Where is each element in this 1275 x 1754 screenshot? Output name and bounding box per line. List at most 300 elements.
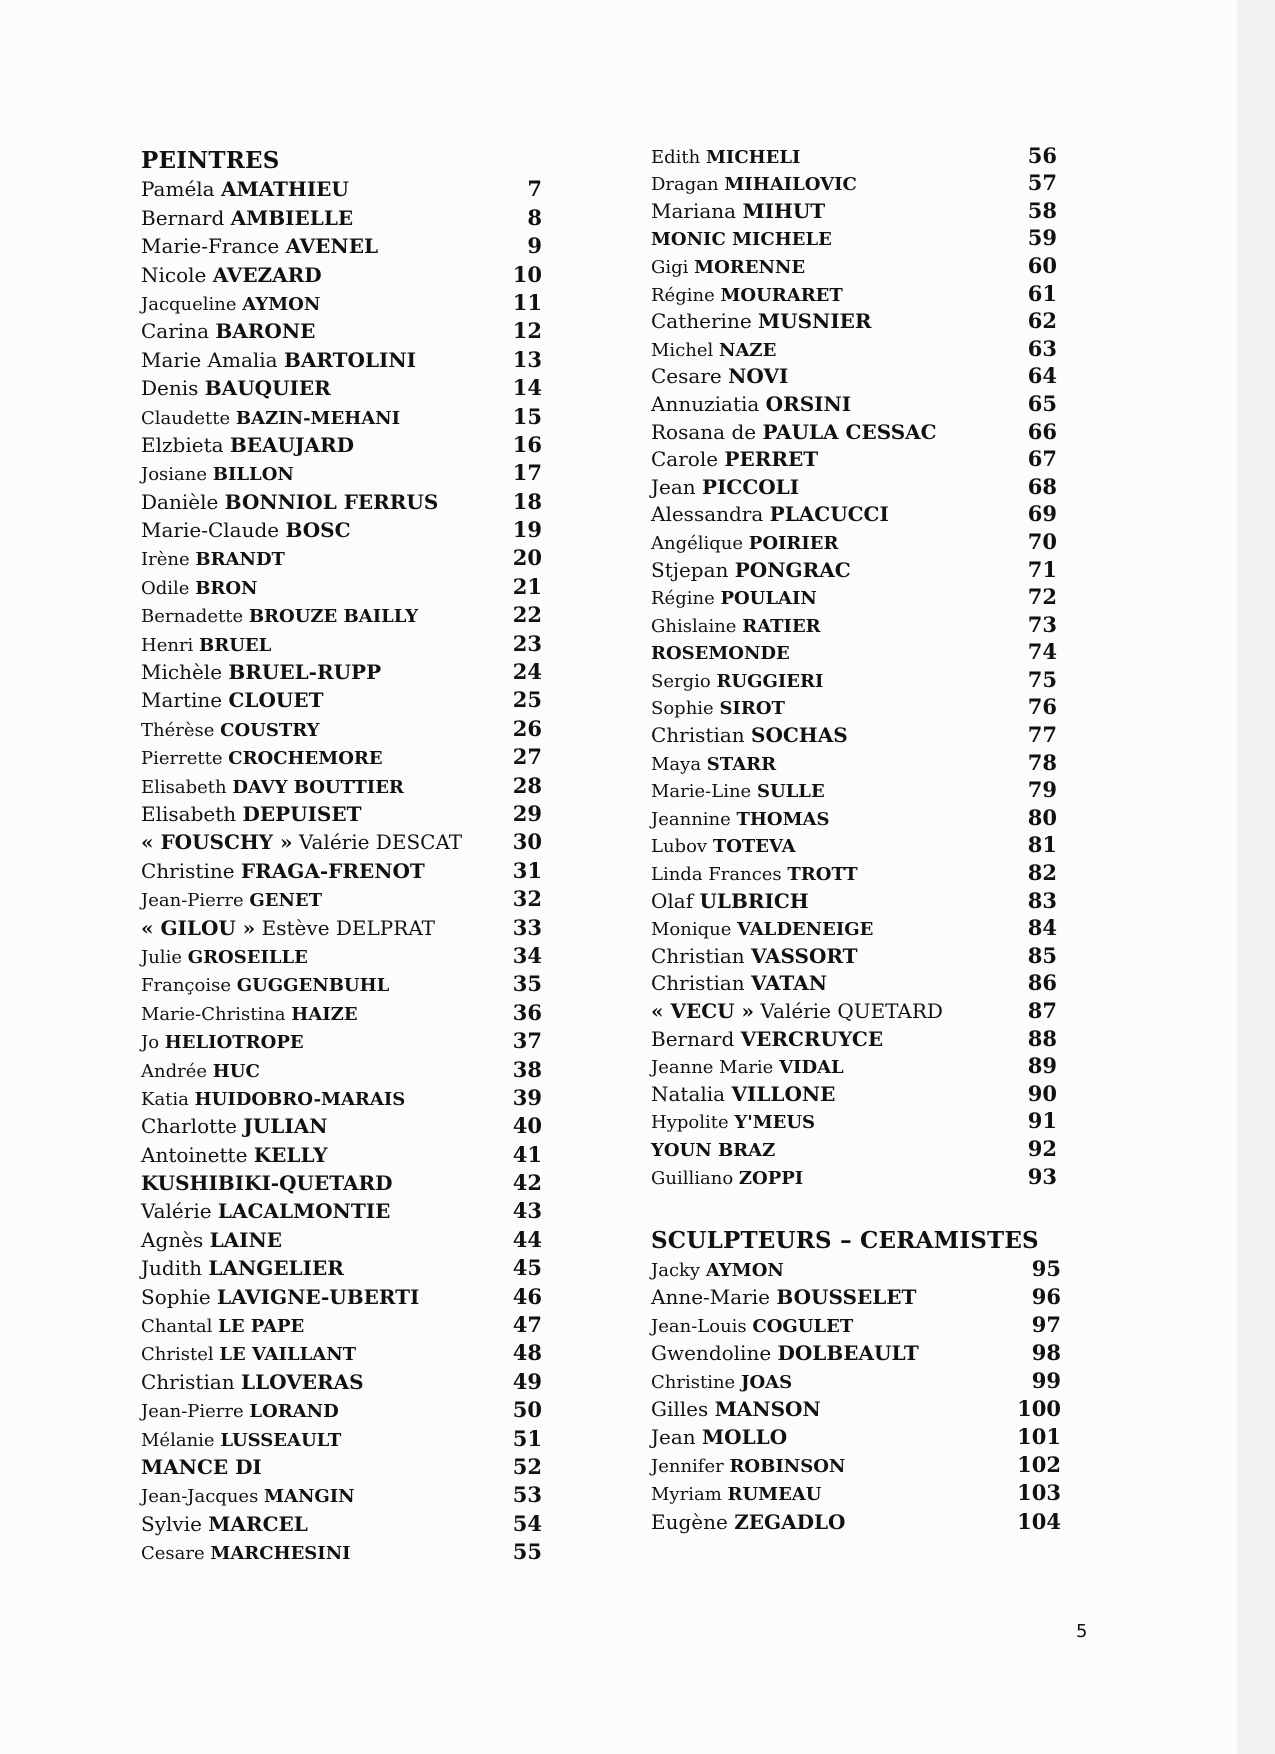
artist-name [651,864,858,885]
page-reference: 28 [512,772,542,798]
painter-entry [651,1136,1057,1164]
sculptor-entry [651,1283,1061,1312]
artist-name [141,1285,419,1309]
artist-last-name: POIRIER [748,532,839,554]
artist-name [141,1543,351,1564]
page-reference: 41 [512,1141,542,1167]
artist-name [141,802,362,826]
artist-first-name: Marie-France [141,234,280,259]
artist-name [141,1401,339,1422]
artist-last-name: AMBIELLE [230,205,354,230]
artist-last-name: GROSEILLE [187,946,308,968]
artist-last-name: BAZIN-MEHANI [235,407,401,429]
sculptor-entry [651,1424,1061,1452]
painter-entry [141,517,541,545]
artist-name [141,549,285,570]
painter-entry [651,336,1057,364]
artist-first-name: Jacqueline [141,293,237,315]
painter-entry [651,143,1057,171]
artist-first-name: Julie [141,946,182,968]
page-reference: 64 [1027,363,1057,389]
painter-entry [141,176,541,204]
artist-last-name: TROTT [787,864,858,886]
artist-name [651,836,796,857]
page-reference: 47 [512,1312,542,1338]
artist-last-name: LORAND [249,1401,339,1423]
page-reference: 12 [512,318,542,344]
artist-name [651,199,825,223]
page-reference: 51 [512,1425,542,1451]
scan-edge [1237,0,1275,1754]
painter-entry [141,630,541,658]
artist-last-name: HUIDOBRO-MARAIS [194,1088,406,1110]
page-reference: 53 [512,1482,542,1508]
painter-entry [651,612,1057,640]
page-reference: 79 [1027,777,1057,803]
artist-last-name: YOUN BRAZ [651,1139,776,1161]
artist-name [141,1344,356,1365]
artist-last-name: VIDAL [779,1057,844,1079]
page-reference: 90 [1027,1080,1057,1106]
artist-last-name: MARCHESINI [210,1543,351,1565]
artist-first-name: Mélanie [141,1429,215,1451]
painter-entry [141,1056,541,1084]
page-reference: 96 [1031,1283,1061,1309]
sculptor-entry [651,1396,1061,1424]
artist-first-name: Danièle [141,489,219,514]
artist-name [141,688,323,712]
artist-last-name: ROSEMONDE [651,643,790,665]
artist-last-name: NAZE [719,339,777,361]
artist-name [141,916,435,940]
sculptor-entry [651,1508,1061,1536]
artist-name [141,263,322,287]
page-reference: 19 [512,517,542,543]
artist-name [651,723,848,747]
page-reference: 86 [1027,970,1057,996]
artist-first-name: Claudette [141,407,231,429]
artist-first-name: Odile [141,577,190,599]
artist-name [141,1228,282,1252]
artist-first-name: Dragan [651,174,719,196]
artist-first-name: Jacky [651,1259,701,1281]
artist-name [651,944,858,968]
painter-entry [141,432,541,460]
artist-name [651,889,809,913]
artist-name [141,1455,262,1479]
artist-first-name: Bernard [651,1026,735,1051]
painter-entry [651,585,1057,613]
artist-last-name: GENET [249,890,323,912]
artist-first-name: Jean-Pierre [141,890,244,912]
page-reference: 75 [1027,666,1057,692]
painter-entry [141,659,541,687]
artist-last-name: LE PAPE [218,1316,305,1338]
artist-name [141,1370,364,1394]
painter-entry [141,488,541,516]
page-reference: 74 [1027,639,1057,665]
page-reference: 83 [1027,887,1057,913]
artist-last-name: MOURARET [720,284,843,306]
painter-entry [141,744,541,772]
page-reference: 54 [512,1510,542,1536]
artist-name [651,533,839,554]
page-reference: 9 [527,233,542,259]
artist-name [651,147,800,168]
artist-first-name: Rosana de [651,419,757,444]
artist-last-name: BARTOLINI [283,347,417,372]
artist-last-name: ZOPPI [738,1167,804,1189]
page-reference: 103 [1017,1480,1061,1506]
artist-last-name: PAULA CESSAC [762,419,937,444]
artist-first-name: Christian [651,723,745,748]
artist-name [651,502,889,526]
artist-name [651,229,832,250]
artist-first-name: Elzbieta [141,432,224,457]
painter-entry [141,318,541,346]
painter-entry [651,1109,1057,1137]
artist-last-name: RATIER [742,615,821,637]
artist-first-name: Hypolite [651,1112,729,1134]
artist-name [651,1057,844,1078]
painter-entry [651,529,1057,557]
artist-last-name: BOUSSELET [776,1284,917,1309]
painter-entry [651,391,1057,419]
painter-entry [141,204,541,232]
page-number: 5 [1076,1621,1088,1642]
artist-name [141,606,418,627]
artist-name [141,376,331,400]
artist-first-name: Irène [141,549,190,571]
artist-name [141,1143,328,1167]
painter-entry [141,1482,541,1510]
artist-first-name: Charlotte [141,1114,238,1139]
page-reference: 104 [1017,1508,1061,1534]
page-reference: 50 [512,1397,542,1423]
artist-name [141,1114,328,1138]
painter-entry [141,1198,541,1226]
painter-entry [141,715,541,743]
painter-entry [141,261,541,289]
artist-last-name: PICCOLI [702,474,800,499]
painter-entry [141,772,541,800]
artist-last-name: MONIC MICHELE [651,229,832,251]
artist-last-name: TOTEVA [712,836,796,858]
artist-last-name: GUGGENBUHL [236,975,390,997]
artist-name [651,698,785,719]
painter-entry [651,916,1057,944]
page-reference: 63 [1027,335,1057,361]
artist-first-name: Thérèse [141,719,215,741]
artist-first-name: Alessandra [651,502,764,527]
page-reference: 89 [1027,1053,1057,1079]
artist-first-name: Katia [141,1088,189,1110]
artist-last-name: COUSTRY [220,719,320,741]
page-reference: 59 [1027,225,1057,251]
artist-first-name: Agnès [141,1227,204,1252]
page-reference: 18 [512,488,542,514]
painter-entry [141,573,541,601]
artist-first-name: Pierrette [141,748,223,770]
artist-first-name: Estève DELPRAT [261,915,436,940]
artist-name [651,1168,803,1189]
artist-first-name: Catherine [651,309,752,334]
painter-entry [141,346,541,374]
artist-last-name: HUC [212,1060,260,1082]
painter-entry [141,1397,541,1425]
artist-last-name: PERRET [724,447,819,472]
page-reference: 34 [512,942,542,968]
painter-entry [141,1028,541,1056]
artist-last-name: RUMEAU [727,1484,822,1506]
artist-last-name: KUSHIBIKI-QUETARD [141,1171,393,1196]
artist-first-name: Christel [141,1344,214,1366]
artist-name [141,777,404,798]
artist-last-name: CROCHEMORE [228,748,383,770]
artist-first-name: Chantal [141,1316,213,1338]
painter-entry [651,447,1057,475]
page-reference: 66 [1027,418,1057,444]
artist-name [651,1456,845,1477]
painter-entry [651,419,1057,447]
page-reference: 100 [1017,1396,1061,1422]
artist-last-name: VILLONE [731,1081,836,1106]
page-reference: 85 [1027,942,1057,968]
artist-name [141,975,389,996]
painter-entry [141,687,541,715]
artist-last-name: Y'MEUS [734,1112,816,1134]
artist-name [651,1316,853,1337]
painter-entry [141,403,541,431]
artist-name [651,1484,821,1505]
artist-first-name: Jennifer [651,1456,724,1478]
page-reference: 49 [512,1368,542,1394]
page-reference: 45 [512,1255,542,1281]
artist-first-name: Josiane [141,464,208,486]
artist-last-name: MANSON [714,1397,821,1422]
artist-name [141,234,378,258]
page-reference: 43 [512,1198,542,1224]
artist-first-name: Jean-Pierre [141,1401,244,1423]
artist-first-name: Régine [651,284,715,306]
page-reference: 70 [1027,528,1057,554]
artist-name [141,433,354,457]
artist-last-name: LACALMONTIE [217,1199,391,1224]
page-reference: 31 [512,857,542,883]
left-column [141,146,541,1567]
artist-last-name: ROBINSON [729,1456,846,1478]
artist-last-name: MANCE DI [141,1454,262,1479]
section-heading-sculptors: SCULPTEURS – CERAMISTES [651,1226,1039,1254]
artist-first-name: Judith [141,1256,203,1281]
artist-first-name: Edith [651,146,701,168]
painter-entry [141,1141,541,1169]
painter-entry [651,722,1057,750]
page-reference: 93 [1027,1163,1057,1189]
painter-entry [141,375,541,403]
artist-name [651,781,825,802]
artist-name [141,294,320,315]
page-reference: 77 [1027,722,1057,748]
artist-first-name: Gilles [651,1397,709,1422]
artist-first-name: Christian [651,943,745,968]
artist-first-name: Marie-Claude [141,518,280,543]
artist-last-name: « FOUSCHY » [141,830,293,855]
painter-entry [651,998,1057,1026]
painter-entry [651,805,1057,833]
artist-last-name: DOLBEAULT [777,1340,919,1365]
page-reference: 81 [1027,832,1057,858]
artist-first-name: Martine [141,688,223,713]
page-reference: 24 [512,659,542,685]
page-reference: 99 [1031,1368,1061,1394]
artist-last-name: STARR [706,753,777,775]
page-reference: 27 [512,744,542,770]
page-reference: 102 [1017,1452,1061,1478]
artist-name [651,1140,775,1161]
page-reference: 32 [512,886,542,912]
artist-last-name: SULLE [756,781,825,803]
artist-last-name: ZEGADLO [734,1509,846,1534]
painter-entry [141,545,541,573]
artist-name [141,947,308,968]
page-reference: 13 [512,346,542,372]
artist-first-name: Elisabeth [141,801,237,826]
artist-last-name: AVEZARD [212,262,322,287]
artist-first-name: Olaf [651,888,694,913]
page-reference: 8 [527,204,542,230]
artist-last-name: DAVY BOUTTIER [232,776,404,798]
artist-first-name: Angélique [651,532,744,554]
artist-last-name: LAINE [209,1227,283,1252]
artist-first-name: Gigi [651,256,689,278]
artist-last-name: MANGIN [264,1486,355,1508]
painter-entry [651,750,1057,778]
artist-name [651,1510,845,1534]
painter-entry [651,640,1057,668]
sculptor-entry [651,1339,1061,1368]
artist-last-name: MICHELI [705,146,801,168]
artist-name [141,720,320,741]
page-reference: 16 [512,431,542,457]
artist-last-name: « VECU » [651,999,755,1023]
artist-name [141,408,400,429]
artist-first-name: Nicole [141,262,207,287]
painters-list [141,176,541,1567]
artist-last-name: BEAUJARD [229,432,354,457]
artist-first-name: Linda Frances [651,864,782,886]
artist-last-name: VATAN [751,971,827,996]
page-reference: 87 [1027,998,1057,1023]
page-reference: 30 [512,829,542,855]
artist-name [651,1027,883,1051]
painter-entry [651,557,1057,585]
painter-entry [141,1113,541,1141]
page-reference: 25 [512,687,542,713]
artist-first-name: Christine [141,858,235,883]
artist-first-name: Sophie [141,1284,211,1309]
page-reference: 71 [1027,556,1057,582]
artist-name [651,643,790,664]
painter-entry [651,502,1057,530]
artist-last-name: MARCEL [208,1511,308,1536]
artist-last-name: HAIZE [291,1003,358,1025]
artist-first-name: Valérie [141,1199,212,1224]
painter-entry [651,778,1057,806]
section-heading-painters: PEINTRES [141,147,280,174]
artist-first-name: Cesare [651,364,722,389]
page-reference: 7 [527,176,542,202]
artist-name [651,1260,784,1281]
artist-last-name: MIHUT [742,198,826,223]
artist-name [141,748,383,769]
artist-name [651,1082,835,1106]
artist-name [651,1425,787,1449]
artist-last-name: AMATHIEU [220,177,349,202]
painter-entry [651,474,1057,502]
painter-entry [651,253,1057,281]
artist-name [141,890,322,911]
page-reference: 52 [512,1453,542,1479]
artist-name [651,919,873,940]
page-reference: 37 [512,1028,542,1054]
artist-name [651,174,857,195]
artist-first-name: Bernard [141,205,225,230]
painter-entry [141,829,541,857]
artist-last-name: POULAIN [720,588,817,610]
page-reference: 23 [512,630,542,656]
page-reference: 101 [1017,1424,1061,1450]
page-reference: 76 [1027,694,1057,720]
artist-last-name: THOMAS [736,808,830,830]
painter-entry [141,1226,541,1254]
artist-first-name: Valérie DESCAT [298,830,463,855]
page-reference: 95 [1031,1255,1061,1281]
painter-entry [141,233,541,261]
artist-first-name: Cesare [141,1543,205,1565]
page-reference: 46 [512,1283,542,1309]
artist-first-name: Marie-Line [651,781,752,803]
artist-name [651,257,805,278]
artist-first-name: Henri [141,634,194,656]
artist-first-name: Christine [651,1372,736,1394]
page-reference: 88 [1027,1025,1057,1051]
artist-name [651,616,821,637]
page-reference: 82 [1027,860,1057,886]
artist-name [651,340,776,361]
artist-last-name: MUSNIER [758,309,872,334]
artist-first-name: Stjepan [651,557,729,582]
artist-first-name: Sylvie [141,1511,202,1536]
page-reference: 14 [512,375,542,401]
page-reference: 10 [512,261,542,287]
artist-first-name: Monique [651,919,732,941]
artist-first-name: Françoise [141,975,231,997]
artist-last-name: CLOUET [228,688,324,713]
painter-entry [651,171,1057,199]
artist-name [651,1397,821,1421]
page-reference: 17 [512,460,542,486]
painter-entry [141,1368,541,1396]
painter-entry [141,886,541,914]
sculptor-entry [651,1368,1061,1396]
artist-last-name: JULIAN [243,1114,328,1139]
artist-first-name: Denis [141,376,199,401]
artist-name [651,1372,792,1393]
painter-entry [141,971,541,999]
painter-entry [651,364,1057,392]
artist-name [141,635,271,656]
